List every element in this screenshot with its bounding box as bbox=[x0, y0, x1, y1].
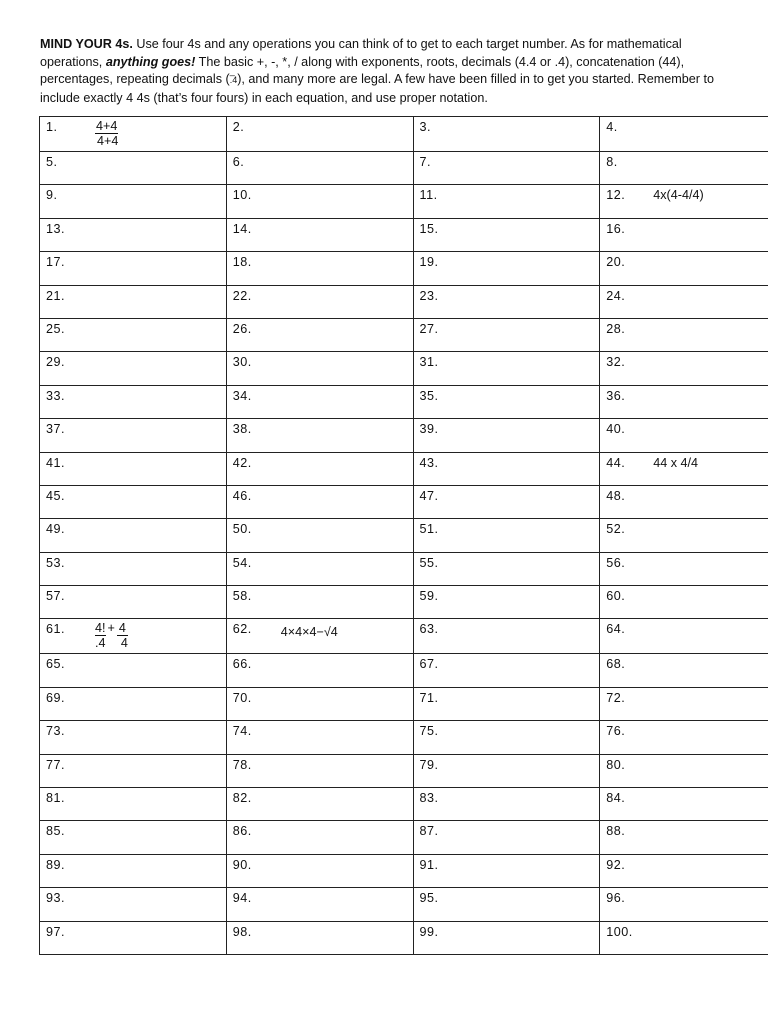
answer-cell[interactable] bbox=[600, 654, 768, 687]
answer-cell[interactable] bbox=[40, 888, 227, 921]
answer-cell[interactable] bbox=[40, 352, 227, 385]
target-number: 28. bbox=[606, 321, 626, 336]
answer-cell[interactable] bbox=[600, 218, 768, 251]
answer-cell[interactable] bbox=[40, 687, 227, 720]
answer-cell[interactable] bbox=[226, 619, 413, 654]
answer-cell[interactable] bbox=[600, 888, 768, 921]
answer-cell[interactable] bbox=[413, 485, 600, 518]
grid-row bbox=[40, 385, 768, 418]
target-number: 46. bbox=[232, 488, 252, 503]
answer-cell[interactable] bbox=[413, 419, 600, 452]
answer-cell[interactable] bbox=[226, 252, 413, 285]
answer-cell[interactable] bbox=[226, 385, 413, 418]
grid-row bbox=[40, 854, 768, 887]
grid-row bbox=[40, 821, 768, 854]
target-number: 39. bbox=[419, 422, 439, 437]
target-number: 3. bbox=[419, 120, 432, 134]
target-number: 56. bbox=[606, 555, 626, 570]
answer-cell[interactable] bbox=[600, 485, 768, 518]
target-number: 72. bbox=[606, 690, 626, 705]
target-number: 71. bbox=[419, 690, 439, 705]
answer-cell[interactable] bbox=[226, 788, 413, 821]
target-number: 73. bbox=[46, 724, 66, 739]
grid-row bbox=[40, 485, 768, 518]
grid-row bbox=[40, 117, 768, 152]
answer-cell[interactable] bbox=[413, 921, 600, 954]
target-number: 43. bbox=[419, 455, 439, 470]
instructions bbox=[40, 36, 740, 107]
grid-row bbox=[40, 687, 768, 720]
grid-row bbox=[40, 152, 768, 185]
answer-cell[interactable] bbox=[40, 586, 227, 619]
answer-cell[interactable] bbox=[40, 854, 227, 887]
target-number: 100. bbox=[606, 924, 633, 939]
target-number: 88. bbox=[606, 824, 626, 839]
grid-row bbox=[40, 619, 768, 654]
answer-cell[interactable] bbox=[40, 117, 227, 152]
fraction-denominator: 4 bbox=[120, 636, 128, 651]
target-number: 30. bbox=[232, 355, 252, 370]
answer-cell[interactable] bbox=[413, 452, 600, 485]
instructions-text-2: The basic +, -, *, / along with exponents, roots, decimals (4.4 or .4), concatenation (44), percentages, repeating decimals ( bbox=[40, 54, 685, 87]
answer-cell[interactable] bbox=[40, 721, 227, 754]
answer-cell[interactable] bbox=[226, 152, 413, 185]
answer-cell[interactable] bbox=[413, 687, 600, 720]
grid-row bbox=[40, 888, 768, 921]
answer-cell[interactable] bbox=[40, 285, 227, 318]
fraction-numerator: 4 bbox=[118, 621, 126, 636]
answer-cell[interactable] bbox=[226, 117, 413, 152]
target-number: 42. bbox=[232, 455, 252, 470]
target-number: 20. bbox=[606, 255, 626, 270]
target-number: 9. bbox=[46, 188, 58, 203]
target-number: 2. bbox=[232, 120, 245, 134]
target-number: 44. bbox=[606, 455, 626, 470]
target-number: 94. bbox=[232, 891, 252, 906]
instructions-text-1: Use four 4s and any operations you can think of to get to each target number. As for mathematical operations, bbox=[40, 37, 682, 69]
target-number: 23. bbox=[419, 288, 439, 303]
answer-cell[interactable] bbox=[226, 419, 413, 452]
target-number: 26. bbox=[232, 321, 252, 336]
example-1-fraction bbox=[95, 119, 118, 148]
target-number: 75. bbox=[419, 724, 439, 739]
answer-cell[interactable] bbox=[600, 419, 768, 452]
answer-cell[interactable] bbox=[413, 654, 600, 687]
answer-cell[interactable] bbox=[226, 352, 413, 385]
grid-row bbox=[40, 754, 768, 787]
target-number: 61. bbox=[46, 622, 66, 637]
answer-cell[interactable] bbox=[226, 721, 413, 754]
answer-cell[interactable] bbox=[413, 185, 600, 218]
target-number: 80. bbox=[606, 757, 626, 772]
target-number: 50. bbox=[232, 522, 252, 537]
answer-cell[interactable] bbox=[226, 285, 413, 318]
target-number: 65. bbox=[46, 657, 66, 672]
target-number: 76. bbox=[606, 724, 626, 739]
answer-cell[interactable] bbox=[226, 185, 413, 218]
grid-row bbox=[40, 788, 768, 821]
target-number: 4. bbox=[606, 120, 618, 134]
answer-cell[interactable] bbox=[600, 318, 768, 351]
answer-cell[interactable] bbox=[600, 821, 768, 854]
target-number: 95. bbox=[419, 891, 439, 906]
answer-cell[interactable] bbox=[40, 218, 227, 251]
answer-cell[interactable] bbox=[40, 921, 227, 954]
answer-cell[interactable] bbox=[40, 654, 227, 687]
target-number: 6. bbox=[232, 155, 245, 169]
answer-cell[interactable] bbox=[600, 385, 768, 418]
answer-cell[interactable] bbox=[600, 854, 768, 887]
grid-row bbox=[40, 252, 768, 285]
target-number: 59. bbox=[419, 589, 439, 604]
target-number: 19. bbox=[419, 255, 439, 270]
answer-cell[interactable] bbox=[40, 619, 227, 654]
answer-cell[interactable] bbox=[226, 754, 413, 787]
target-number: 1. bbox=[46, 120, 58, 134]
target-number: 83. bbox=[419, 791, 439, 806]
answer-cell[interactable] bbox=[226, 218, 413, 251]
example-12-expression: 4x(4-4/4) bbox=[653, 188, 704, 203]
target-number: 58. bbox=[232, 589, 252, 604]
answer-cell[interactable] bbox=[413, 854, 600, 887]
answer-cell[interactable] bbox=[600, 117, 768, 152]
answer-cell[interactable] bbox=[40, 452, 227, 485]
target-number: 32. bbox=[606, 355, 626, 370]
answer-cell[interactable] bbox=[413, 788, 600, 821]
example-61-expression bbox=[95, 621, 128, 650]
answer-cell[interactable] bbox=[600, 619, 768, 654]
target-number: 92. bbox=[606, 857, 626, 872]
target-number: 81. bbox=[46, 791, 66, 806]
answer-cell[interactable] bbox=[413, 152, 600, 185]
target-number: 96. bbox=[606, 891, 626, 906]
target-number: 57. bbox=[46, 589, 66, 604]
target-number: 5. bbox=[46, 155, 58, 169]
target-number: 87. bbox=[419, 824, 439, 839]
answer-cell[interactable] bbox=[413, 754, 600, 787]
answer-cell[interactable] bbox=[226, 654, 413, 687]
grid-row bbox=[40, 721, 768, 754]
target-number: 53. bbox=[46, 555, 66, 570]
target-number: 11. bbox=[419, 188, 438, 203]
answer-cell[interactable] bbox=[226, 854, 413, 887]
target-number: 70. bbox=[232, 690, 252, 705]
answer-cell[interactable] bbox=[40, 185, 227, 218]
target-number: 25. bbox=[46, 321, 66, 336]
answer-cell[interactable] bbox=[40, 385, 227, 418]
target-number: 10. bbox=[232, 188, 252, 203]
target-number: 66. bbox=[232, 657, 252, 672]
target-number: 84. bbox=[606, 791, 626, 806]
answer-cell[interactable] bbox=[413, 218, 600, 251]
fraction-numerator: 4! bbox=[95, 621, 106, 636]
answer-cell[interactable] bbox=[413, 619, 600, 654]
target-number: 7. bbox=[419, 155, 432, 169]
grid-row bbox=[40, 519, 768, 552]
target-number: 34. bbox=[232, 388, 252, 403]
answer-cell[interactable] bbox=[226, 552, 413, 585]
grid-row bbox=[40, 552, 768, 585]
grid-row bbox=[40, 419, 768, 452]
target-number: 93. bbox=[46, 891, 66, 906]
answer-cell[interactable] bbox=[600, 185, 768, 218]
target-number: 13. bbox=[46, 221, 66, 236]
answer-cell[interactable] bbox=[600, 152, 768, 185]
answer-table bbox=[39, 116, 768, 955]
target-number: 55. bbox=[419, 555, 439, 570]
target-number: 14. bbox=[232, 221, 252, 236]
target-number: 49. bbox=[46, 522, 66, 537]
target-number: 90. bbox=[232, 857, 252, 872]
answer-cell[interactable] bbox=[413, 285, 600, 318]
fraction-denominator: .4 bbox=[95, 636, 106, 651]
answer-cell[interactable] bbox=[413, 352, 600, 385]
answer-cell[interactable] bbox=[40, 754, 227, 787]
answer-cell[interactable] bbox=[600, 285, 768, 318]
grid-row bbox=[40, 452, 768, 485]
target-number: 52. bbox=[606, 522, 626, 537]
target-number: 22. bbox=[232, 288, 252, 303]
target-number: 40. bbox=[606, 422, 626, 437]
answer-cell[interactable] bbox=[40, 552, 227, 585]
grid-row bbox=[40, 285, 768, 318]
target-number: 69. bbox=[46, 690, 66, 705]
answer-cell[interactable] bbox=[40, 821, 227, 854]
target-number: 68. bbox=[606, 657, 626, 672]
answer-cell[interactable] bbox=[413, 586, 600, 619]
instructions-text-3: ), and many more are legal. A few have been filled in to get you started. Remember to include exactly 4 4s (that’s four fours) in each equation, and use proper notation. bbox=[40, 72, 714, 105]
target-number: 97. bbox=[46, 924, 66, 939]
target-number: 41. bbox=[46, 455, 66, 470]
target-number: 17. bbox=[46, 255, 66, 270]
plus-operator: + bbox=[107, 621, 115, 636]
answer-cell[interactable] bbox=[413, 385, 600, 418]
target-number: 82. bbox=[232, 791, 252, 806]
target-number: 54. bbox=[232, 555, 252, 570]
target-number: 12. bbox=[606, 188, 626, 203]
example-62-expression: 4×4×4−√4 bbox=[280, 625, 338, 640]
answer-cell[interactable] bbox=[600, 352, 768, 385]
target-number: 74. bbox=[232, 724, 252, 739]
answer-cell[interactable] bbox=[600, 687, 768, 720]
target-number: 29. bbox=[46, 355, 66, 370]
target-number: 45. bbox=[46, 488, 66, 503]
target-number: 67. bbox=[419, 657, 439, 672]
answer-cell[interactable] bbox=[600, 721, 768, 754]
grid-row bbox=[40, 185, 768, 218]
target-number: 78. bbox=[232, 757, 252, 772]
answer-cell[interactable] bbox=[226, 921, 413, 954]
answer-cell[interactable] bbox=[226, 452, 413, 485]
target-number: 89. bbox=[46, 857, 66, 872]
answer-cell[interactable] bbox=[40, 152, 227, 185]
target-number: 91. bbox=[419, 857, 439, 872]
repeating-decimal-symbol: .̅4 bbox=[229, 75, 238, 86]
target-number: 18. bbox=[232, 255, 252, 270]
answer-cell[interactable] bbox=[40, 788, 227, 821]
answer-cell[interactable] bbox=[226, 821, 413, 854]
answer-cell[interactable] bbox=[600, 754, 768, 787]
answer-cell[interactable] bbox=[226, 519, 413, 552]
target-number: 35. bbox=[419, 388, 439, 403]
answer-cell[interactable] bbox=[413, 318, 600, 351]
answer-cell[interactable] bbox=[413, 117, 600, 152]
answer-cell[interactable] bbox=[40, 419, 227, 452]
answer-cell[interactable] bbox=[413, 821, 600, 854]
fraction-numerator: 4+4 bbox=[96, 119, 118, 133]
grid-row bbox=[40, 921, 768, 954]
answer-cell[interactable] bbox=[226, 888, 413, 921]
target-number: 98. bbox=[232, 924, 252, 939]
answer-cell[interactable] bbox=[600, 452, 768, 485]
answer-cell[interactable] bbox=[600, 788, 768, 821]
target-number: 16. bbox=[606, 221, 626, 236]
target-number: 86. bbox=[232, 824, 252, 839]
answer-cell[interactable] bbox=[413, 888, 600, 921]
target-number: 36. bbox=[606, 388, 626, 403]
target-number: 63. bbox=[419, 622, 439, 637]
grid-row bbox=[40, 218, 768, 251]
answer-cell[interactable] bbox=[40, 485, 227, 518]
answer-cell[interactable] bbox=[40, 252, 227, 285]
answer-cell[interactable] bbox=[40, 318, 227, 351]
target-number: 47. bbox=[419, 488, 439, 503]
answer-cell[interactable] bbox=[413, 721, 600, 754]
worksheet-title: MIND YOUR 4s. bbox=[40, 37, 133, 51]
target-number: 37. bbox=[46, 422, 66, 437]
answer-cell[interactable] bbox=[413, 552, 600, 585]
instructions-emphasis: anything goes! bbox=[105, 54, 196, 69]
answer-grid bbox=[39, 116, 768, 955]
target-number: 85. bbox=[46, 824, 66, 839]
answer-cell[interactable] bbox=[226, 318, 413, 351]
target-number: 8. bbox=[606, 155, 618, 169]
answer-cell[interactable] bbox=[226, 485, 413, 518]
answer-cell[interactable] bbox=[226, 687, 413, 720]
target-number: 48. bbox=[606, 488, 626, 503]
answer-cell[interactable] bbox=[40, 519, 227, 552]
target-number: 38. bbox=[232, 422, 252, 437]
target-number: 24. bbox=[606, 288, 626, 303]
target-number: 79. bbox=[419, 757, 439, 772]
target-number: 31. bbox=[419, 355, 439, 370]
answer-cell[interactable] bbox=[600, 586, 768, 619]
target-number: 77. bbox=[46, 757, 66, 772]
answer-cell[interactable] bbox=[600, 252, 768, 285]
target-number: 60. bbox=[606, 589, 626, 604]
fraction-denominator: 4+4 bbox=[97, 134, 119, 148]
target-number: 15. bbox=[419, 221, 439, 236]
answer-cell[interactable] bbox=[413, 252, 600, 285]
target-number: 27. bbox=[419, 321, 439, 336]
grid-row bbox=[40, 318, 768, 351]
grid-row bbox=[40, 586, 768, 619]
answer-cell[interactable] bbox=[600, 921, 768, 954]
target-number: 33. bbox=[46, 388, 66, 403]
grid-row bbox=[40, 654, 768, 687]
grid-row bbox=[40, 352, 768, 385]
target-number: 99. bbox=[419, 924, 439, 939]
example-44-expression: 44 x 4/4 bbox=[653, 455, 699, 470]
target-number: 62. bbox=[232, 622, 252, 637]
answer-cell[interactable] bbox=[600, 552, 768, 585]
target-number: 51. bbox=[419, 522, 439, 537]
target-number: 64. bbox=[606, 622, 626, 637]
target-number: 21. bbox=[46, 288, 66, 303]
answer-cell[interactable] bbox=[600, 519, 768, 552]
answer-cell[interactable] bbox=[413, 519, 600, 552]
answer-cell[interactable] bbox=[226, 586, 413, 619]
